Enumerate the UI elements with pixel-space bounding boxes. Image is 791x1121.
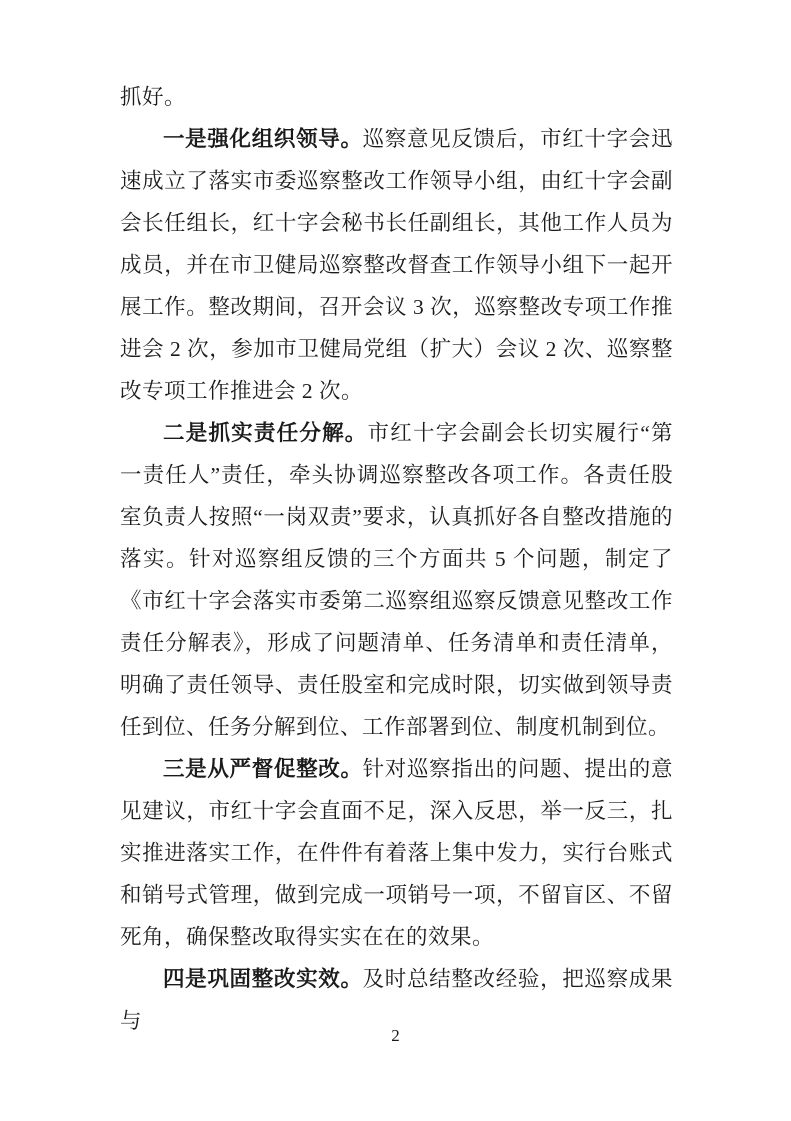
- paragraph-lead: 二是抓实责任分解。: [163, 421, 368, 445]
- paragraph-lead: 四是巩固整改实效。: [163, 967, 363, 991]
- page-number: 2: [391, 1026, 400, 1045]
- paragraph-text: 巡察意见反馈后，市红十字会迅速成立了落实市委巡察整改工作领导小组，由红十字会副会长任组长，红十字会秘书长任副组长，其他工作人员为成员，并在市卫健局巡察整改督查工作领导小组下一起开展工作。整改期间，召开会议 3 次，巡察整改专项工作推进会 2 次，参加市卫健局党组（扩大）会议 2 次、巡察整改专项工作推进会 2 次。: [120, 127, 673, 403]
- paragraph-text: 市红十字会副会长切实履行“第一责任人”责任，牵头协调巡察整改各项工作。各责任股室负责人按照“一岗双责”要求，认真抓好各自整改措施的落实。针对巡察组反馈的三个方面共 5 个问题，制定了《市红十字会落实市委第二巡察组巡察反馈意见整改工作责任分解表》，形成了问题清单、任务清单和责任清单，明确了责任领导、责任股室和完成时限，切实做到领导责任到位、任务分解到位、工作部署到位、制度机制到位。: [120, 421, 673, 739]
- paragraph-lead: 一是强化组织领导。: [163, 127, 363, 151]
- paragraph-text: 及时总结整改经验，把巡察成果与: [120, 967, 673, 1033]
- paragraph: [120, 118, 673, 412]
- paragraph-text: 抓好。: [120, 85, 187, 109]
- paragraph-text: 针对巡察指出的问题、提出的意见建议，市红十字会直面不足，深入反思，举一反三，扎实推进落实工作，在件件有着落上集中发力，实行台账式和销号式管理，做到完成一项销号一项，不留盲区、不留死角，确保整改取得实实在在的效果。: [120, 757, 673, 949]
- paragraph-lead: 三是从严督促整改。: [163, 757, 363, 781]
- paragraph: [120, 748, 673, 958]
- paragraph: [120, 76, 673, 118]
- paragraph: [120, 412, 673, 748]
- document-body: [120, 76, 673, 1042]
